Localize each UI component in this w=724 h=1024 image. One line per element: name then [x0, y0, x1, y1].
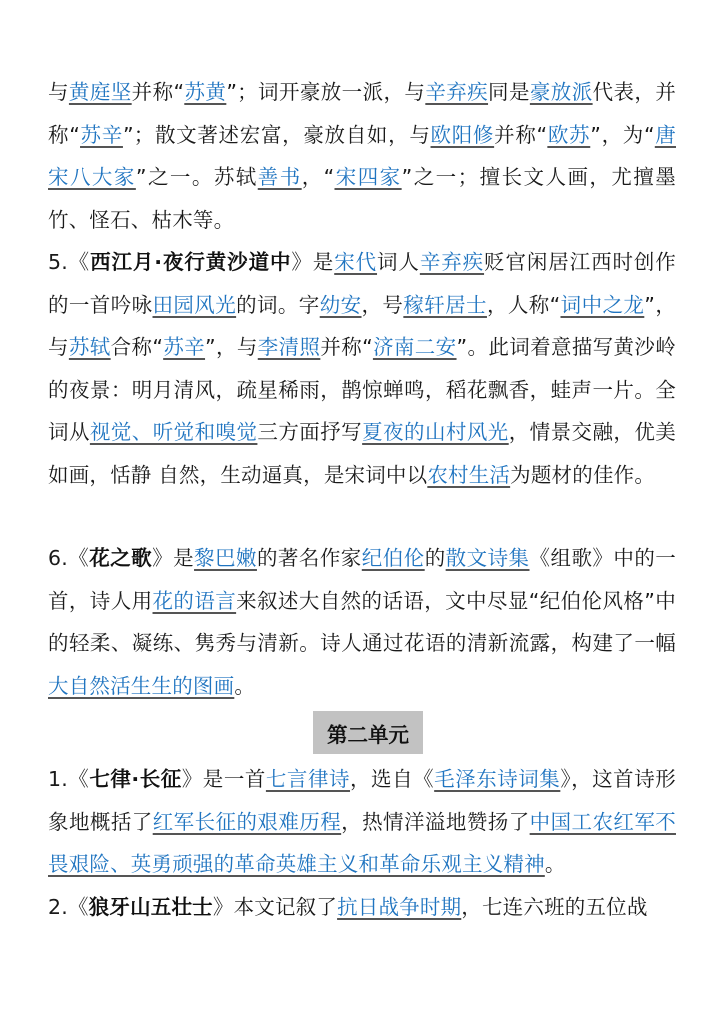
body-text: 》是一首	[181, 767, 266, 791]
body-text: ，情景交融，优美如画，恬静 自然，生动逼真，是宋词中以	[48, 420, 677, 487]
keyword-highlight: 李清照	[257, 335, 321, 359]
keyword-highlight: 黎巴嫩	[194, 546, 257, 570]
body-text: ”之一。苏轼	[135, 165, 258, 189]
body-text: ”。此词着意描写黄沙岭的夜景：明月清风，疏星稀雨，鹊惊蝉鸣，稻花飘香，蛙声一片。全词从	[48, 335, 676, 444]
body-text: 词人	[377, 250, 420, 274]
body-text: ，选自《	[350, 767, 435, 791]
body-text: 的	[424, 546, 446, 570]
keyword-highlight: 词中之龙	[560, 292, 645, 317]
section-heading-unit-2: 第二单元	[313, 711, 423, 754]
body-text: 1.《	[48, 767, 90, 791]
paragraph-unit2-item-2-langyashan	[48, 886, 676, 929]
keyword-highlight: 苏辛	[80, 122, 123, 147]
keyword-highlight: 欧苏	[547, 122, 591, 147]
body-text: 的词。字	[236, 292, 320, 317]
body-text: 代表，并称“	[48, 80, 677, 147]
body-text: 5.《	[48, 250, 91, 274]
body-text: 的著名作家	[256, 546, 362, 570]
paragraph-unit2-item-1-changzheng	[48, 758, 676, 886]
paragraph-item-6-huazhige	[48, 537, 676, 707]
keyword-highlight: 豪放派	[529, 80, 593, 104]
body-text: 》，这首诗形象地概括了	[48, 767, 676, 834]
body-text: ，“	[301, 165, 335, 189]
keyword-highlight: 抗日战争时期	[337, 895, 462, 919]
body-text: 三方面抒写	[257, 420, 363, 444]
title-bold: 西江月·夜行黄沙道中	[90, 250, 292, 274]
keyword-highlight: 辛弃疾	[419, 250, 485, 274]
keyword-highlight: 红军长征的艰难历程	[152, 809, 342, 834]
body-text: 与	[48, 80, 69, 104]
paragraph-su-shi-continued	[48, 71, 676, 241]
body-text: ”；散文著述宏富，豪放自如，与	[122, 122, 431, 147]
body-text: ”，为“	[590, 122, 655, 147]
keyword-highlight: 苏轼	[68, 335, 111, 359]
body-text: ，七连六班的五位战	[461, 895, 648, 919]
body-text: 《组歌》中的一首，诗人用	[48, 546, 677, 613]
body-text: 合称“	[110, 335, 164, 359]
body-text: 》是	[152, 546, 195, 570]
keyword-highlight: 七言律诗	[265, 767, 351, 791]
keyword-highlight: 欧阳修	[430, 122, 495, 147]
keyword-highlight: 宋代	[334, 250, 378, 274]
keyword-highlight: 农村生活	[427, 462, 511, 487]
title-bold: 花之歌	[89, 546, 153, 570]
body-text: ”之一；擅长文人画，尤擅墨竹、怪石、枯木等。	[48, 165, 676, 232]
paragraph-item-5-xijiangyue	[48, 241, 676, 496]
keyword-highlight: 毛泽东诗词集	[434, 767, 561, 791]
title-bold: 七律·长征	[89, 767, 182, 791]
body-text: 同是	[488, 80, 530, 104]
body-text: 6.《	[48, 546, 90, 570]
keyword-highlight: 宋四家	[334, 165, 402, 189]
body-text: ，热情洋溢地赞扬了	[341, 809, 530, 834]
keyword-highlight: 济南二安	[372, 335, 457, 359]
body-text: 贬官闲居江西时创作的一首吟咏	[48, 250, 676, 317]
keyword-highlight: 幼安	[319, 292, 362, 317]
body-text: ”；词开豪放一派，与	[226, 80, 426, 104]
body-text: 并称“	[494, 122, 548, 147]
body-text: 并称“	[131, 80, 185, 104]
keyword-highlight: 大自然活生生的图画	[48, 673, 235, 698]
body-text: ”，与	[48, 292, 677, 359]
keyword-highlight: 黄庭坚	[68, 80, 132, 104]
body-text: 》是	[291, 250, 335, 274]
keyword-highlight: 苏辛	[163, 335, 206, 359]
body-text: 来叙述大自然的话语，文中尽显“纪伯伦风格”中的轻柔、凝练、隽秀与清新。诗人通过花语的清新流露，构建了一幅	[48, 588, 676, 655]
keyword-highlight: 稼轩居士	[403, 292, 487, 317]
body-text: ，号	[361, 292, 404, 317]
body-text: ，人称“	[486, 292, 561, 317]
body-text: 。	[234, 673, 256, 698]
keyword-highlight: 善书	[257, 165, 302, 189]
title-bold: 狼牙山五壮士	[88, 895, 213, 919]
keyword-highlight: 苏黄	[184, 80, 227, 104]
body-text: ”，与	[205, 335, 258, 359]
keyword-highlight: 纪伯伦	[361, 546, 425, 570]
body-text: 》本文记叙了	[212, 895, 338, 919]
keyword-highlight: 花的语言	[152, 588, 237, 613]
body-text: 为题材的佳作。	[510, 462, 656, 487]
body-text: 并称“	[320, 335, 373, 359]
keyword-highlight: 中国工农红军不畏艰险、英勇顽强的革命英雄主义和革命乐观主义精神	[48, 809, 676, 876]
keyword-highlight: 散文诗集	[445, 546, 530, 570]
keyword-highlight: 唐宋八大家	[48, 122, 676, 189]
body-text: 。	[544, 852, 566, 876]
keyword-highlight: 辛弃疾	[425, 80, 489, 104]
body-text: 2.《	[48, 895, 89, 919]
keyword-highlight: 视觉、听觉和嗅觉	[89, 420, 258, 444]
keyword-highlight: 夏夜的山村风光	[362, 420, 509, 444]
keyword-highlight: 田园风光	[152, 292, 237, 317]
